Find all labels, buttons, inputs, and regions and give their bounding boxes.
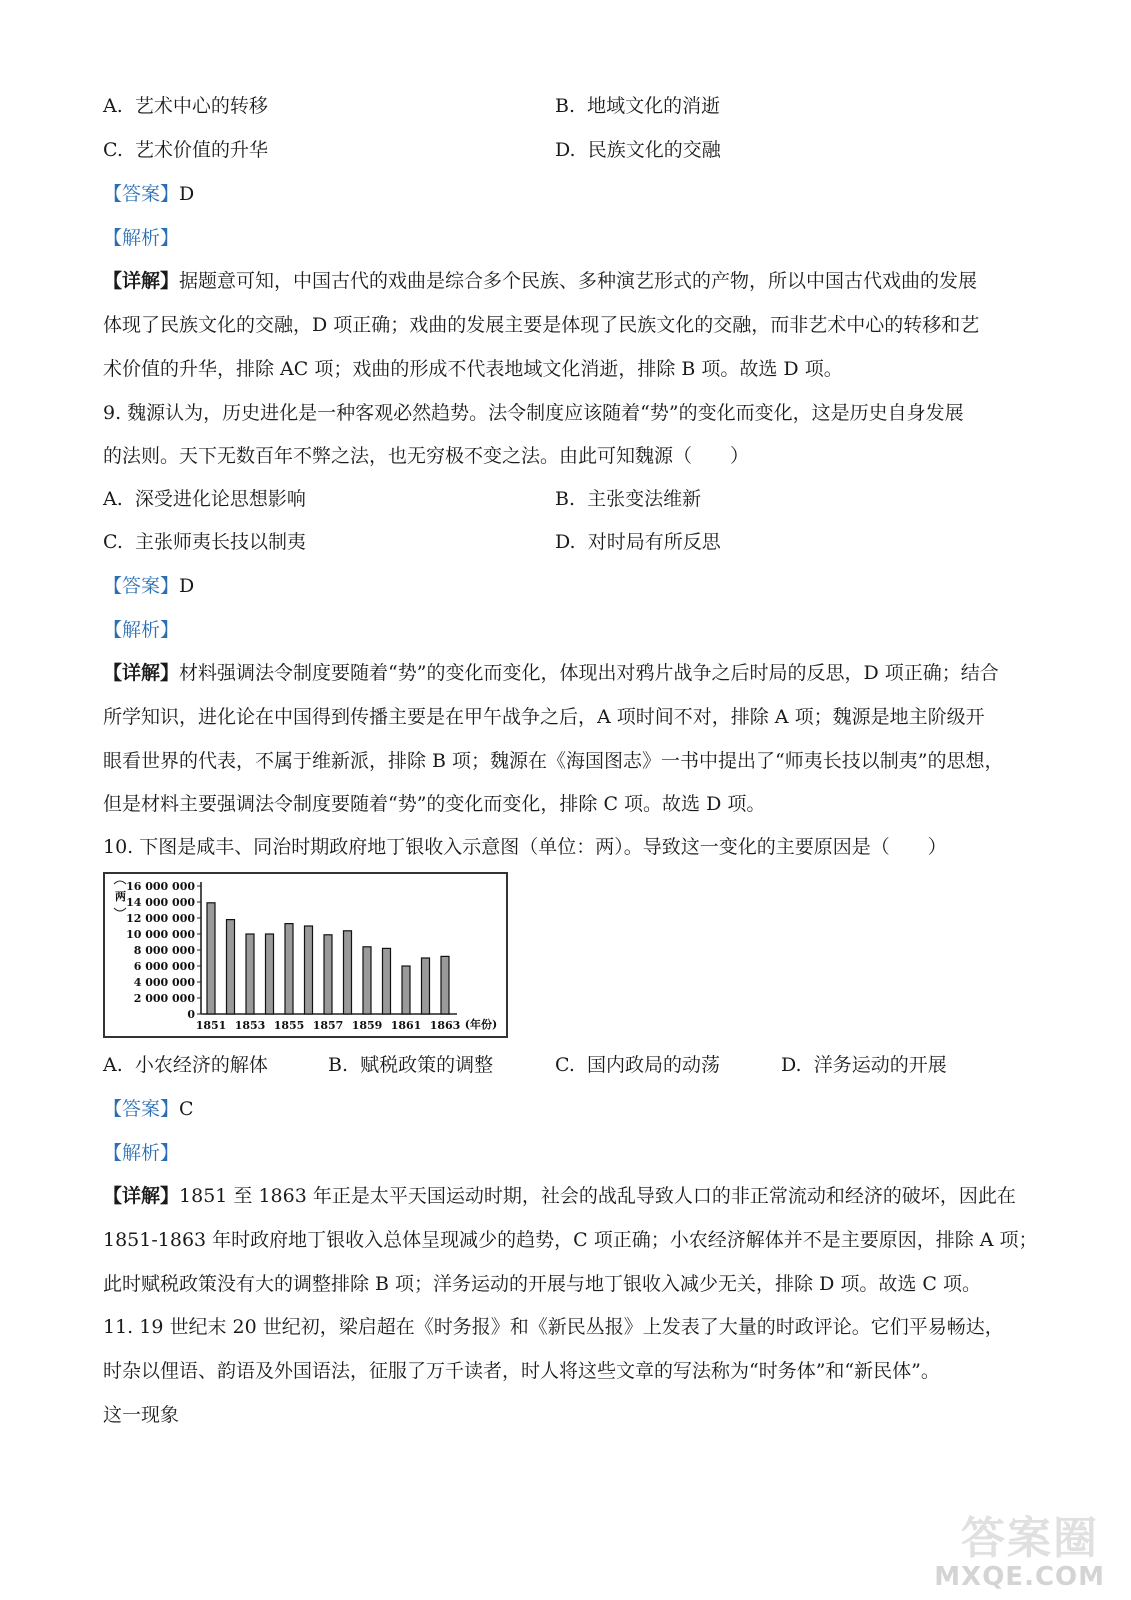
x-tick-label: 1853 bbox=[234, 1019, 266, 1032]
q9-option-d: D. 对时局有所反思 bbox=[555, 531, 721, 553]
detail-label: 【详解】 bbox=[103, 270, 180, 292]
y-axis-label: 两 bbox=[113, 890, 127, 902]
y-tick-label: 6 000 000 bbox=[133, 960, 195, 973]
q8-option-c: C. 艺术价值的升华 bbox=[103, 139, 269, 161]
analysis-label: 【解析】 bbox=[103, 619, 180, 641]
q8-answer bbox=[103, 181, 1033, 207]
q10-detail-line-3: 此时赋税政策没有大的调整排除 B 项；洋务运动的开展与地丁银收入减少无关，排除 D 项。故选 C 项。 bbox=[103, 1273, 981, 1295]
bar bbox=[344, 931, 352, 1014]
x-tick-label: 1861 bbox=[390, 1019, 422, 1032]
y-tick-label: 8 000 000 bbox=[133, 944, 195, 957]
q9-answer bbox=[103, 573, 1033, 599]
analysis-label: 【解析】 bbox=[103, 1142, 180, 1164]
y-tick-label: 2 000 000 bbox=[133, 992, 195, 1005]
x-axis-label: (年份) bbox=[464, 1018, 498, 1031]
q9-detail-line-1: 【详解】材料强调法令制度要随着“势”的变化而变化，体现出对鸦片战争之后时局的反思，D 项正确；结合 bbox=[103, 662, 999, 684]
bar bbox=[227, 920, 235, 1014]
answer-label: 【答案】 bbox=[103, 1098, 180, 1120]
bar-chart-svg bbox=[105, 874, 506, 1036]
y-tick-label: 14 000 000 bbox=[126, 896, 195, 909]
bar bbox=[266, 934, 274, 1014]
q8-option-b: B. 地域文化的消逝 bbox=[555, 95, 721, 117]
land-tax-chart bbox=[103, 872, 508, 1038]
bar bbox=[441, 956, 449, 1014]
y-tick-label: 16 000 000 bbox=[126, 880, 195, 893]
watermark-url: MXQE.COM bbox=[934, 1562, 1105, 1592]
q9-option-c: C. 主张师夷长技以制夷 bbox=[103, 531, 307, 553]
x-tick-label: 1857 bbox=[312, 1019, 344, 1032]
q9-option-a: A. 深受进化论思想影响 bbox=[103, 488, 306, 510]
x-tick-label: 1859 bbox=[351, 1019, 383, 1032]
y-tick-label: 12 000 000 bbox=[126, 912, 195, 925]
x-tick-label: 1863 bbox=[429, 1019, 461, 1032]
y-tick-label: 4 000 000 bbox=[133, 976, 195, 989]
bar bbox=[363, 947, 371, 1014]
watermark-logo-text: 答案圈 bbox=[961, 1513, 1099, 1564]
bar bbox=[305, 926, 313, 1014]
q9-detail-line-2: 所学知识，进化论在中国得到传播主要是在甲午战争之后，A 项时间不对，排除 A 项；魏源是地主阶级开 bbox=[103, 706, 985, 728]
site-watermark bbox=[919, 1502, 1109, 1592]
q11-stem-line-2: 时杂以俚语、韵语及外国语法，征服了万千读者，时人将这些文章的写法称为“时务体”和“新民体”。 bbox=[103, 1360, 940, 1382]
answer-value: C bbox=[179, 1098, 194, 1120]
y-tick-label: 10 000 000 bbox=[126, 928, 195, 941]
x-tick-label: 1855 bbox=[273, 1019, 305, 1032]
bar bbox=[383, 948, 391, 1014]
q10-analysis bbox=[103, 1140, 1033, 1166]
q10-detail-line-2: 1851-1863 年时政府地丁银收入总体呈现减少的趋势，C 项正确；小农经济解体并不是主要原因，排除 A 项； bbox=[103, 1229, 1038, 1251]
q11-stem-line-1: 11. 19 世纪末 20 世纪初，梁启超在《时务报》和《新民丛报》上发表了大量的时政评论。它们平易畅达， bbox=[103, 1316, 1004, 1338]
answer-value: D bbox=[179, 575, 195, 597]
q8-analysis bbox=[103, 225, 1033, 251]
q9-stem-line-2: 的法则。天下无数百年不弊之法，也无穷极不变之法。由此可知魏源（ ） bbox=[103, 445, 750, 467]
q10-option-b: B. 赋税政策的调整 bbox=[328, 1054, 494, 1076]
q10-stem: 10. 下图是咸丰、同治时期政府地丁银收入示意图（单位：两）。导致这一变化的主要原因是（ ） bbox=[103, 836, 947, 858]
detail-label: 【详解】 bbox=[103, 1185, 180, 1207]
q9-analysis bbox=[103, 617, 1033, 643]
bar bbox=[246, 934, 254, 1014]
x-tick-label: 1851 bbox=[195, 1019, 227, 1032]
answer-label: 【答案】 bbox=[103, 575, 180, 597]
q10-detail-line-1: 【详解】1851 至 1863 年正是太平天国运动时期，社会的战乱导致人口的非正常流动和经济的破坏，因此在 bbox=[103, 1185, 1016, 1207]
q9-stem-line-1: 9. 魏源认为，历史进化是一种客观必然趋势。法令制度应该随着“势”的变化而变化，这是历史自身发展 bbox=[103, 402, 964, 424]
detail-label: 【详解】 bbox=[103, 662, 180, 684]
q10-option-c: C. 国内政局的动荡 bbox=[555, 1054, 721, 1076]
q11-stem-line-3: 这一现象 bbox=[103, 1404, 180, 1426]
q9-option-b: B. 主张变法维新 bbox=[555, 488, 702, 510]
q8-detail-line-1: 【详解】据题意可知，中国古代的戏曲是综合多个民族、多种演艺形式的产物，所以中国古代戏曲的发展 bbox=[103, 270, 978, 292]
bar bbox=[422, 958, 430, 1014]
bar bbox=[207, 903, 215, 1014]
answer-label: 【答案】 bbox=[103, 183, 180, 205]
bar bbox=[402, 966, 410, 1014]
q10-option-a: A. 小农经济的解体 bbox=[103, 1054, 268, 1076]
q8-detail-line-2: 体现了民族文化的交融，D 项正确；戏曲的发展主要是体现了民族文化的交融，而非艺术中心的转移和艺 bbox=[103, 314, 980, 336]
answer-value: D bbox=[179, 183, 195, 205]
q8-option-d: D. 民族文化的交融 bbox=[555, 139, 721, 161]
q9-detail-line-3: 眼看世界的代表，不属于维新派，排除 B 项；魏源在《海国图志》一书中提出了“师夷长技以制夷”的思想， bbox=[103, 750, 1004, 772]
q8-option-a: A. 艺术中心的转移 bbox=[103, 95, 268, 117]
bar bbox=[324, 935, 332, 1014]
bar bbox=[285, 924, 293, 1014]
analysis-label: 【解析】 bbox=[103, 227, 180, 249]
q10-answer bbox=[103, 1096, 1033, 1122]
q8-detail-line-3: 术价值的升华，排除 AC 项；戏曲的形成不代表地域文化消逝，排除 B 项。故选 D 项。 bbox=[103, 358, 843, 380]
q9-detail-line-4: 但是材料主要强调法令制度要随着“势”的变化而变化，排除 C 项。故选 D 项。 bbox=[103, 793, 766, 815]
y-tick-label: 0 bbox=[187, 1008, 195, 1021]
q10-option-d: D. 洋务运动的开展 bbox=[781, 1054, 947, 1076]
